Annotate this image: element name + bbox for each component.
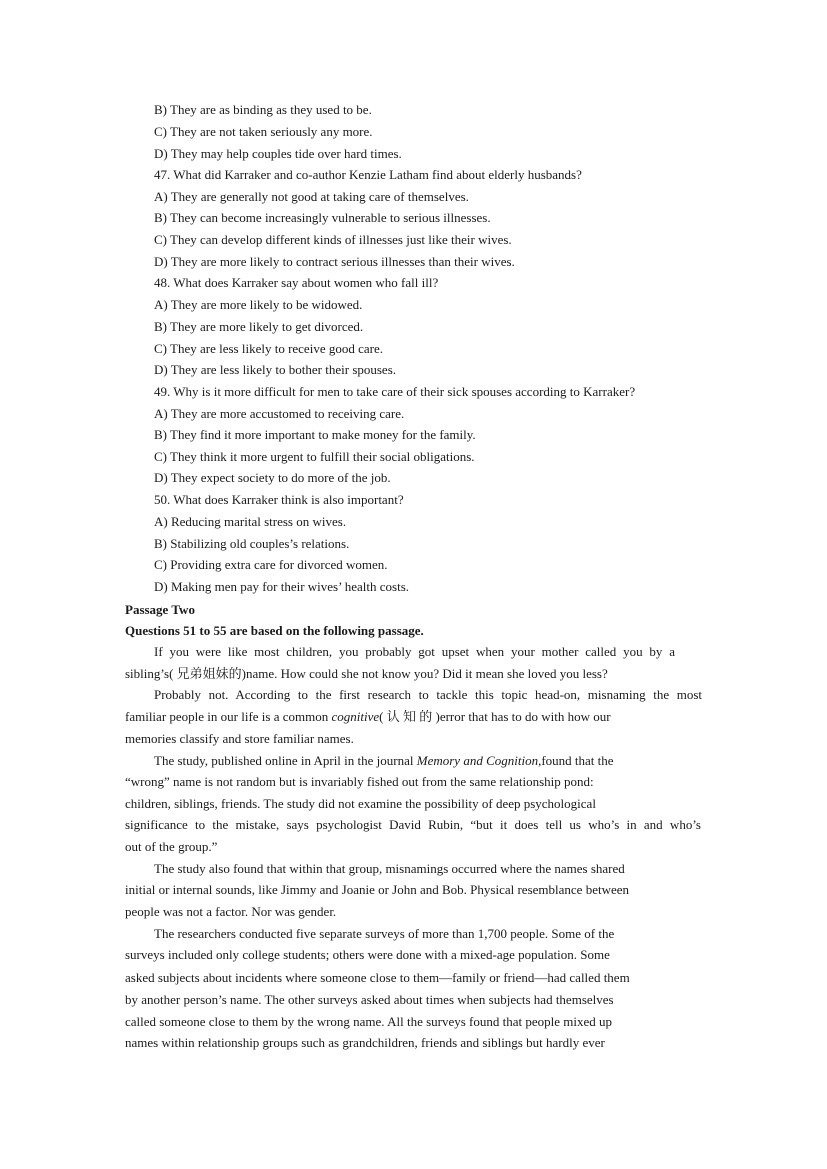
p5-line4: by another person’s name. The other surveys asked about times when subjects had themselves xyxy=(125,992,614,1007)
p2-line2-italic: cognitive xyxy=(331,709,380,724)
option-49-c: C) They think it more urgent to fulfill their social obligations. xyxy=(154,449,475,464)
option-46-b: B) They are as binding as they used to be. xyxy=(154,102,372,117)
p5-line5: called someone close to them by the wrong name. All the surveys found that people mixed up xyxy=(125,1014,613,1029)
option-49-a: A) They are more accustomed to receiving care. xyxy=(154,406,405,421)
p4-line2: initial or internal sounds, like Jimmy and Joanie or John and Bob. Physical resemblance between xyxy=(125,882,630,897)
option-47-c: C) They can develop different kinds of illnesses just like their wives. xyxy=(154,232,512,247)
p3-line3: children, siblings, friends. The study did not examine the possibility of deep psychological xyxy=(125,796,596,811)
p1-line2: sibling’s( 兄弟姐妹的)name. How could she not know you? Did it mean she loved you less? xyxy=(125,666,608,681)
option-50-d: D) Making men pay for their wives’ health costs. xyxy=(154,579,409,594)
option-48-c: C) They are less likely to receive good care. xyxy=(154,341,383,356)
p3-line1-pre: The study, published online in April in the journal xyxy=(154,753,414,768)
option-50-b: B) Stabilizing old couples’s relations. xyxy=(154,536,350,551)
option-46-c: C) They are not taken seriously any more. xyxy=(154,124,373,139)
option-48-b: B) They are more likely to get divorced. xyxy=(154,319,364,334)
p3-line1 xyxy=(154,753,614,769)
p5-line2: surveys included only college students; others were done with a mixed-age population. Some xyxy=(125,947,610,962)
question-47: 47. What did Karraker and co-author Kenzie Latham find about elderly husbands? xyxy=(154,167,582,182)
p2-line1: Probably not. According to the first research to tackle this topic head-on, misnaming the most xyxy=(154,687,702,702)
p2-line3: memories classify and store familiar names. xyxy=(125,731,354,746)
option-50-c: C) Providing extra care for divorced women. xyxy=(154,557,388,572)
p5-line1: The researchers conducted five separate surveys of more than 1,700 people. Some of the xyxy=(154,926,615,941)
p1-line1: If you were like most children, you probably got upset when your mother called you by a xyxy=(154,644,675,659)
p3-line4: significance to the mistake, says psychologist David Rubin, “but it does tell us who’s in and who’s xyxy=(125,817,701,832)
passage-heading: Passage Two xyxy=(125,602,195,617)
option-48-d: D) They are less likely to bother their spouses. xyxy=(154,362,397,377)
question-48: 48. What does Karraker say about women who fall ill? xyxy=(154,275,439,290)
p3-line1-post: found that the xyxy=(541,753,614,768)
option-46-d: D) They may help couples tide over hard times. xyxy=(154,146,402,161)
p3-line5: out of the group.” xyxy=(125,839,218,854)
p3-line2: “wrong” name is not random but is invariably fished out from the same relationship pond: xyxy=(125,774,594,789)
question-49: 49. Why is it more difficult for men to take care of their sick spouses according to Karraker? xyxy=(154,384,636,399)
option-47-b: B) They can become increasingly vulnerable to serious illnesses. xyxy=(154,210,491,225)
question-50: 50. What does Karraker think is also important? xyxy=(154,492,404,507)
option-47-a: A) They are generally not good at taking care of themselves. xyxy=(154,189,469,204)
p4-line3: people was not a factor. Nor was gender. xyxy=(125,904,337,919)
p2-line2 xyxy=(125,709,611,725)
option-47-d: D) They are more likely to contract serious illnesses than their wives. xyxy=(154,254,515,269)
p2-line2-pre: familiar people in our life is a common xyxy=(125,709,329,724)
p5-line6: names within relationship groups such as grandchildren, friends and siblings but hardly ever xyxy=(125,1035,605,1050)
option-48-a: A) They are more likely to be widowed. xyxy=(154,297,363,312)
p4-line1: The study also found that within that group, misnamings occurred where the names shared xyxy=(154,861,625,876)
p2-line2-post: ( 认 知 的 )error that has to do with how our xyxy=(379,709,611,724)
option-50-a: A) Reducing marital stress on wives. xyxy=(154,514,347,529)
option-49-b: B) They find it more important to make money for the family. xyxy=(154,427,476,442)
p5-line3: asked subjects about incidents where someone close to them—family or friend—had called them xyxy=(125,970,630,985)
option-49-d: D) They expect society to do more of the job. xyxy=(154,470,391,485)
passage-instruction: Questions 51 to 55 are based on the following passage. xyxy=(125,623,424,638)
p3-line1-italic: Memory and Cognition, xyxy=(416,753,542,768)
